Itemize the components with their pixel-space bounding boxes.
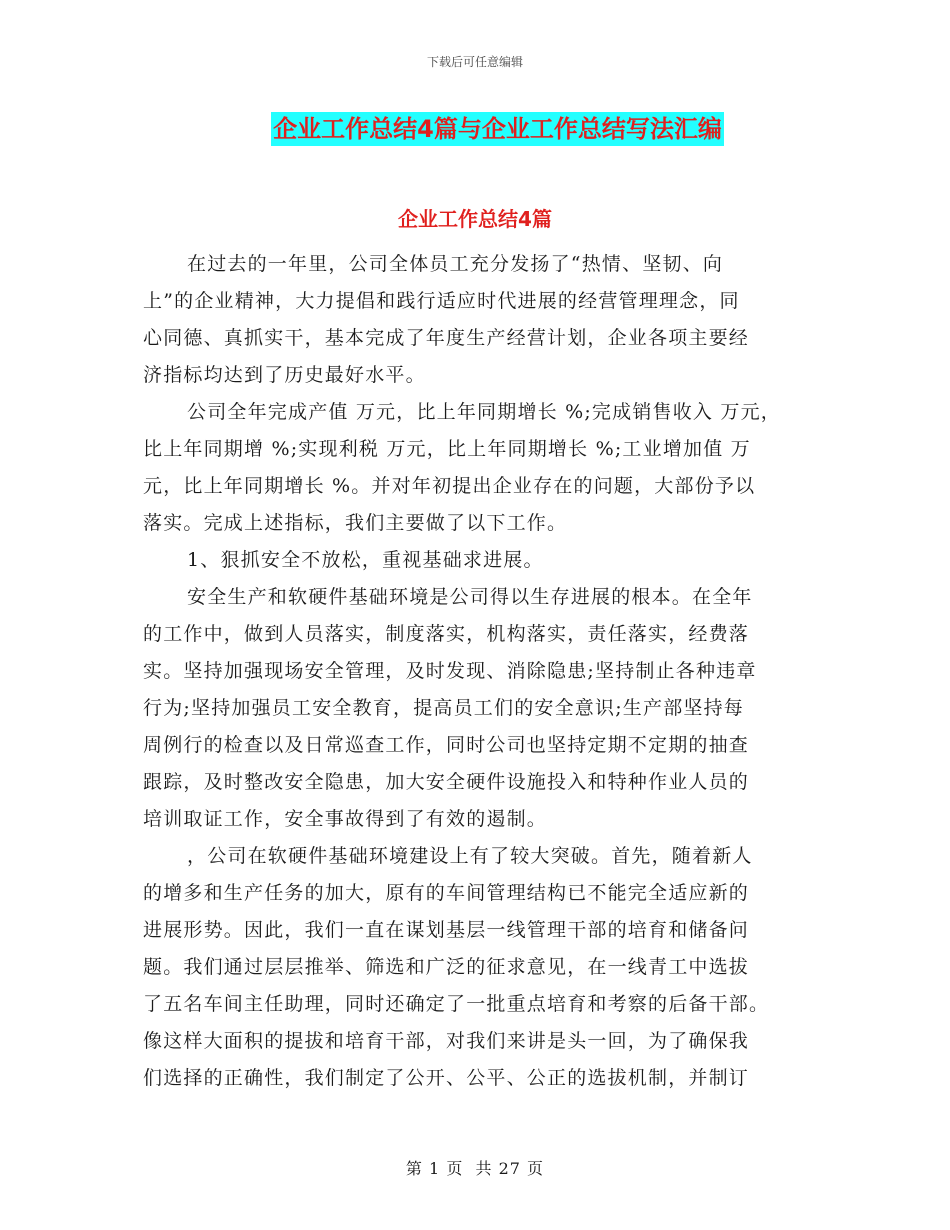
paragraph-line: 元，比上年同期增长 %。并对年初提出企业存在的问题，大部份予以: [143, 475, 756, 497]
paragraph-line: 培训取证工作，安全事故得到了有效的遏制。: [143, 808, 548, 830]
paragraph-line: 落实。完成上述指标，我们主要做了以下工作。: [143, 512, 568, 534]
document-body: [143, 246, 823, 1097]
footer-middle: 页 共: [446, 1159, 493, 1178]
footer-suffix: 页: [527, 1159, 545, 1178]
paragraph-line: 济指标均达到了历史最好水平。: [143, 364, 426, 386]
paragraph-line: 公司全年完成产值 万元，比上年同期增长 %;完成销售收入 万元，: [187, 401, 781, 423]
paragraph-line: 安全生产和软硬件基础环境是公司得以生存进展的根本。在全年: [187, 586, 753, 608]
paragraph: [143, 542, 823, 579]
current-page-number: 1: [429, 1159, 441, 1178]
footer-prefix: 第: [405, 1159, 423, 1178]
paragraph-line: 像这样大面积的提拔和培育干部，对我们来讲是头一回，为了确保我: [143, 1030, 750, 1052]
paragraph: [143, 394, 823, 542]
paragraph-line: 心同德、真抓实干，基本完成了年度生产经营计划，企业各项主要经: [143, 327, 750, 349]
header-note: 下载后可任意编辑: [426, 55, 523, 69]
paragraph-line: 的工作中，做到人员落实，制度落实，机构落实，责任落实，经费落: [143, 623, 750, 645]
paragraph-line: 跟踪，及时整改安全隐患，加大安全硬件设施投入和特种作业人员的: [143, 771, 750, 793]
paragraph-line: 上”的企业精神，大力提倡和践行适应时代进展的经营管理理念，同: [143, 290, 740, 312]
doc-title: 企业工作总结4篇与企业工作总结写法汇编: [271, 112, 724, 146]
paragraph-line: 进展形势。因此，我们一直在谋划基层一线管理干部的培育和储备问: [143, 919, 750, 941]
paragraph-line: 在过去的一年里，公司全体员工充分发扬了“热情、坚韧、向: [187, 253, 724, 275]
total-pages: 27: [498, 1159, 521, 1178]
section-title: 企业工作总结4篇: [398, 207, 552, 231]
paragraph-line: 了五名车间主任助理，同时还确定了一批重点培育和考察的后备干部。: [143, 993, 770, 1015]
paragraph-line: 们选择的正确性，我们制定了公开、公平、公正的选拔机制，并制订: [143, 1067, 750, 1089]
paragraph: [143, 246, 823, 394]
paragraph: [143, 838, 823, 1097]
paragraph-line: ，公司在软硬件基础环境建设上有了较大突破。首先，随着新人: [187, 845, 753, 867]
paragraph-line: 比上年同期增 %;实现利税 万元，比上年同期增长 %;工业增加值 万: [143, 438, 751, 460]
paragraph-line: 行为;坚持加强员工安全教育，提高员工们的安全意识;生产部坚持每: [143, 697, 745, 719]
paragraph-line: 实。坚持加强现场安全管理，及时发现、消除隐患;坚持制止各种违章: [143, 660, 757, 682]
paragraph-line: 的增多和生产任务的加大，原有的车间管理结构已不能完全适应新的: [143, 882, 750, 904]
paragraph-line: 题。我们通过层层推举、筛选和广泛的征求意见，在一线青工中选拔: [143, 956, 750, 978]
doc-title-wrap: [0, 112, 950, 146]
paragraph-line: 1、狠抓安全不放松，重视基础求进展。: [187, 549, 544, 571]
paragraph-line: 周例行的检查以及日常巡查工作，同时公司也坚持定期不定期的抽查: [143, 734, 750, 756]
paragraph: [143, 579, 823, 838]
page-footer: [0, 1156, 950, 1179]
